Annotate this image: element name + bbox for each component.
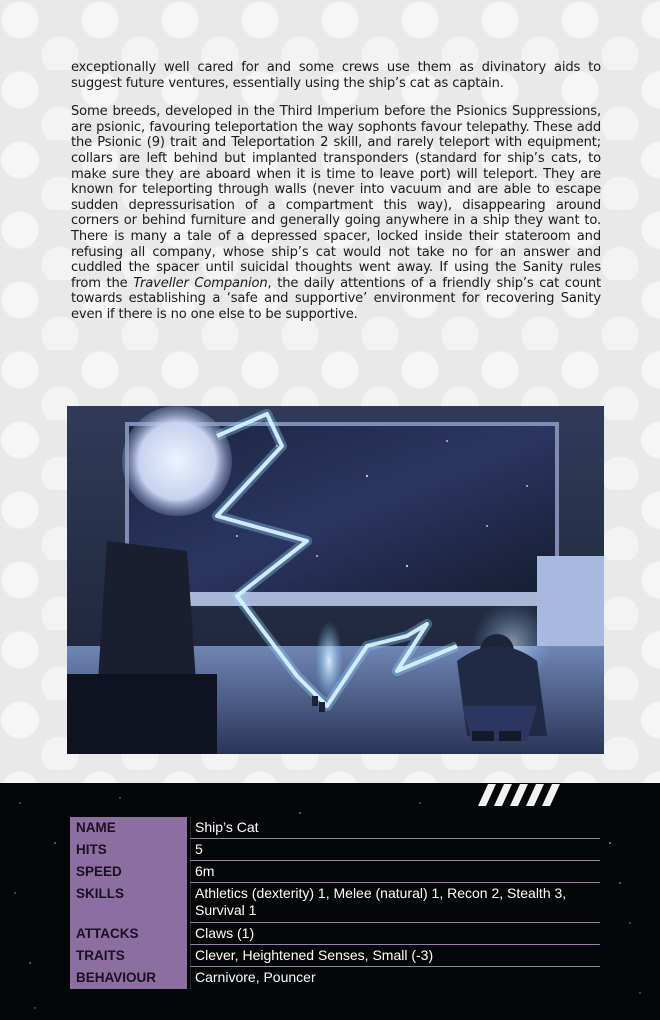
- stat-value: Ship’s Cat: [190, 817, 600, 839]
- paragraph-1: exceptionally well cared for and some crews use them as divinatory aids to suggest future ventures, essentially using the ship’s cat as captain.: [71, 60, 601, 91]
- stat-label: SKILLS: [70, 883, 187, 923]
- paragraph-2: [71, 104, 601, 322]
- stat-row-attacks: [70, 923, 600, 945]
- stat-label: SPEED: [70, 861, 187, 883]
- stat-block: [70, 817, 600, 989]
- stat-label: TRAITS: [70, 945, 187, 967]
- stripe-decoration: [472, 784, 572, 806]
- stat-value: Claws (1): [190, 923, 600, 945]
- paragraph-2-text-a: Some breeds, developed in the Third Imperium before the Psionics Suppressions, are psionic, favouring teleportation the way sophonts favour telepathy. These add the Psionic (9) trait and Teleportation 2 skill, and rarely teleport with equipment; collars are left behind but implanted transponders (standard for ship’s cats, to make sure they are aboard when it is time to leave port) will teleport. They are known for teleporting through walls (never into vacuum and are able to escape sudden depressurisation of a compartment this way), disappearing around corners or behind furniture and generally going anywhere in a ship they want to. There is many a tale of a depressed spacer, locked inside their stateroom and refusing all company, whose ship’s cat would not take no for an answer and cuddled the spacer until suicidal thoughts went away. If using the Sanity rules from the: [71, 104, 601, 291]
- book-title: Traveller Companion: [133, 275, 268, 291]
- illustration-teleporting-cat: [67, 406, 604, 754]
- stat-row-traits: [70, 945, 600, 967]
- stat-value: 5: [190, 839, 600, 861]
- stat-value: 6m: [190, 861, 600, 883]
- paragraph-2-text-b: , the daily attentions of a friendly ship’s cat count towards establishing a ‘safe and supportive’ environment for recovering Sanity even if there is no one else to be supportive.: [71, 275, 601, 322]
- stat-label: HITS: [70, 839, 187, 861]
- stat-row-skills: [70, 883, 600, 923]
- stat-label: NAME: [70, 817, 187, 839]
- stat-row-name: [70, 817, 600, 839]
- stat-row-behaviour: [70, 967, 600, 989]
- stat-value: Carnivore, Pouncer: [190, 967, 600, 989]
- stat-row-hits: [70, 839, 600, 861]
- stat-row-speed: [70, 861, 600, 883]
- stat-value: Clever, Heightened Senses, Small (-3): [190, 945, 600, 967]
- body-text: [71, 60, 601, 336]
- stat-label: BEHAVIOUR: [70, 967, 187, 989]
- stat-value: Athletics (dexterity) 1, Melee (natural) 1, Recon 2, Stealth 3, Survival 1: [190, 883, 600, 923]
- stat-label: ATTACKS: [70, 923, 187, 945]
